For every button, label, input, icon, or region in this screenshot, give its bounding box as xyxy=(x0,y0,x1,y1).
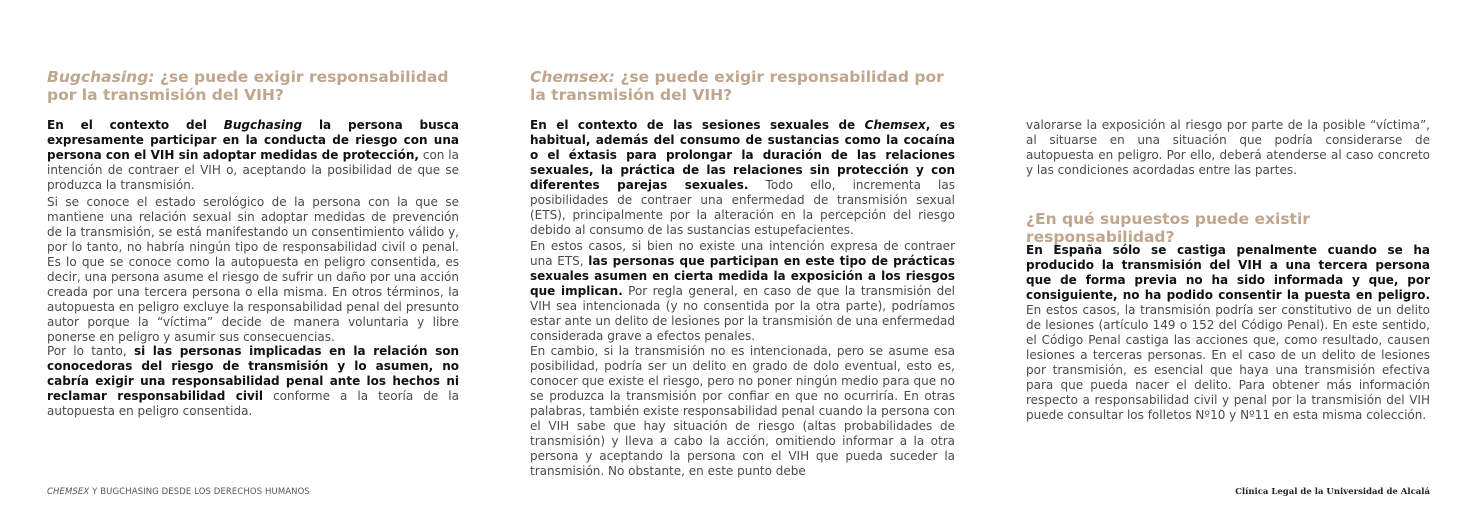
heading-italic: Bugchasing: xyxy=(47,68,155,86)
bold-span: las personas que participan en este tipo de prácticas sexuales asumen en cierta medida la exposición a los riesgos que implican. xyxy=(530,254,955,298)
text-span: Por regla general, en caso de que la transmisión del VIH sea intencionada (y no consentida por la otra parte), podríamos estar ante un delito de lesiones por la transmisión de una enfermedad considerada grave a efectos penales. xyxy=(530,284,955,343)
heading-chemsex xyxy=(530,68,955,104)
text-span: , es habitual, además del consumo de sustancias como la cocaína o el éxtasis para prolongar la duración de las relaciones sexuales, la práctica de las relaciones sin protección y con diferentes parejas sexuales. xyxy=(530,118,955,192)
text-span: conforme a la teoría de la autopuesta en peligro consentida. xyxy=(47,389,459,418)
heading-responsibility: ¿En qué supuestos puede existir responsabilidad? xyxy=(1026,210,1310,246)
footer-publication-title xyxy=(47,487,310,497)
italic-term: Chemsex xyxy=(864,118,926,132)
heading-rest: ¿se puede exigir responsabilidad por la transmisión del VIH? xyxy=(47,68,449,104)
text-span: En estos casos, si bien no existe una intención expresa de contraer una ETS, xyxy=(530,239,955,268)
text-span: Por lo tanto, xyxy=(47,344,134,358)
bold-lead: En España sólo se castiga penalmente cuando se ha producido la transmisión del VIH a una tercera persona que de forma previa no ha sido informada y que, por consiguiente, no ha podido consentir la puesta en peligro. xyxy=(1026,243,1430,302)
paragraph-serological: Si se conoce el estado serológico de la persona con la que se mantiene una relación sexual sin adoptar medidas de prevención de la transmisión, se está manifestando un consentimiento válido y, por lo tanto, no habría ningún tipo de responsabilidad civil o penal. Es lo que se conoce como la autopuesta en peligro consentida, es decir, una persona asume el riesgo de sufrir un daño por una acción creada por una tercera persona o ella misma. En otros términos, la autopuesta en peligro excluye la responsabilidad penal del presunto autor porque la “víctima” decide de manera voluntaria y libre ponerse en peligro y asumir sus consecuencias. xyxy=(47,195,459,344)
paragraph-continuation: valorarse la exposición al riesgo por parte de la posible “víctima”, al situarse en una situación que podría considerarse de autopuesta en peligro. Por ello, deberá atenderse al caso concreto y las condiciones acordadas entre las partes. xyxy=(1026,118,1430,177)
heading-bugchasing xyxy=(47,68,459,104)
text-span: Todo ello, incrementa las posibilidades de contraer una enfermedad de transmisión sexual (ETS), principalmente por la alteración en la percepción del riesgo debido al consumo de las sustancias estupefacientes. xyxy=(530,178,955,237)
bold-lead xyxy=(47,118,459,162)
heading-italic: Chemsex: xyxy=(530,68,616,86)
italic-term: Bugchasing xyxy=(223,118,303,132)
footer-institution: Clínica Legal de la Universidad de Alcalá xyxy=(1235,487,1430,497)
text-span: la persona busca expresamente participar en la conducta de riesgo con una persona con el VIH sin adoptar medidas de protección, xyxy=(47,118,459,162)
paragraph-unintentional: En cambio, si la transmisión no es intencionada, pero se asume esa posibilidad, podría ser un delito en grado de dolo eventual, esto es, conocer que existe el riesgo, pero no poner ningún medio para que no se produzca la transmisión por confiar en que no ocurriría. En otras palabras, también existe responsabilidad penal cuando la persona con el VIH sabe que hay situación de riesgo (altas probabilidades de transmisión) y lleva a cabo la acción, omitiendo informar a la otra persona y aceptando la persona con el VIH que pueda suceder la transmisión. No obstante, en este punto debe xyxy=(530,344,955,478)
heading-rest: ¿se puede exigir responsabilidad por la transmisión del VIH? xyxy=(530,68,944,104)
text-span: En estos casos, la transmisión podría ser constitutivo de un delito de lesiones (artículo 149 o 152 del Código Penal). En este sentido, el Código Penal castiga las acciones que, como resultado, causen lesiones a terceras personas. En el caso de un delito de lesiones por transmisión, es esencial que haya una transmisión efectiva para que pueda nacer el delito. Para obtener más información respecto a responsabilidad civil y penal por la transmisión del VIH puede consultar los folletos Nº10 y Nº11 en esta misma colección. xyxy=(1026,303,1430,422)
paragraph-spain xyxy=(1026,243,1430,423)
paragraph-cases xyxy=(530,239,955,344)
text-span: En el contexto del xyxy=(47,118,224,132)
text-span: con la intención de contraer el VIH o, aceptando la posibilidad de que se produzca la transmisión. xyxy=(47,148,459,192)
footer-rest: Y BUGCHASING DESDE LOS DERECHOS HUMANOS xyxy=(89,487,310,497)
footer-italic: CHEMSEX xyxy=(47,487,90,497)
bold-span: si las personas implicadas en la relación son conocedoras del riesgo de transmisión y lo asumen, no cabría exigir una responsabilidad penal ante los hechos ni reclamar responsabilidad civil xyxy=(47,344,459,403)
paragraph-conclusion xyxy=(47,344,459,419)
text-span: En el contexto de las sesiones sexuales de xyxy=(530,118,865,132)
paragraph-context xyxy=(530,118,955,238)
paragraph-context xyxy=(47,118,459,193)
